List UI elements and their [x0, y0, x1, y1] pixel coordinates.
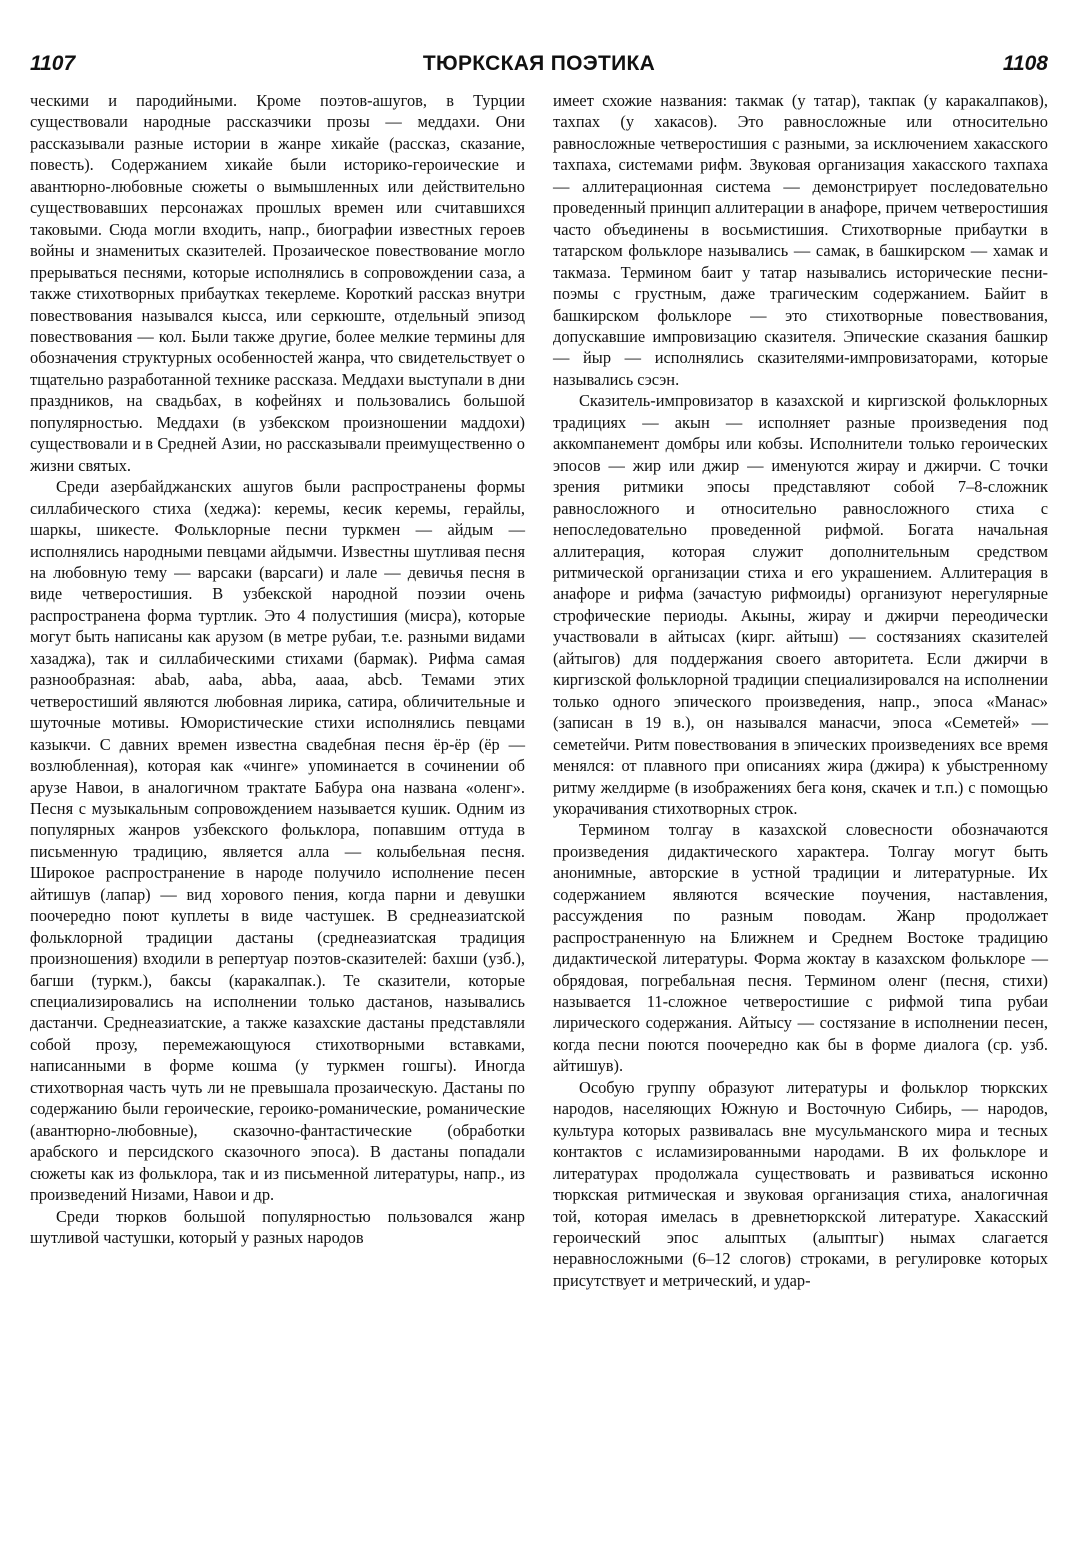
paragraph: Термином толгау в казахской словесности обозначаются произведения дидактического характера. Толгау могут быть анонимные, авторские в устной традиции и литературные. Их содержанием являются всяческие поучения, наставления, рассуждения по разным поводам. Жанр продолжает распространенную на Ближнем и Среднем Востоке традицию дидактической литературы. Форма жоктау в казахском фольклоре — обрядовая, погребальная песня. Термином оленг (песня, стихи) называется 11-сложное четверостишие с рифмой типа рубаи лирического содержания. Айтысу — состязание в исполнении песен, когда песни поются поочередно как бы в форме диалога (ср. узб. айтишув). — [553, 820, 1048, 1076]
page-number-right: 1108 — [1002, 52, 1048, 75]
left-column — [30, 90, 525, 1248]
paragraph: ческими и пародийными. Кроме поэтов-ашугов, в Турции существовали народные рассказчики прозы — меддахи. Они рассказывали разные истории в жанре хикайе (рассказ, сказание, повесть). Содержанием хикайе были историко-героические и авантюрно-любовные сюжеты о вымышленных или действительно существовавших персонажах прошлых времен или считавшихся таковыми. Сюда могли входить, напр., биографии известных героев войны и знаменитых сказителей. Прозаическое повествование могло прерываться песнями, которые исполнялись в сопровождении саза, а также стихотворных прибаутках текерлеме. Короткий рассказ внутри повествования назывался кысса, или серкюште, отдельный эпизод повествования — кол. Были также другие, более мелкие термины для обозначения структурных особенностей жанра, что свидетельствует о тщательно разработанной технике рассказа. Меддахи выступали в дни праздников, на свадьбах, в кофейнях и пользовались большой популярностью. Меддахи (в узбекском произношении маддохи) существовали и в Средней Азии, но рассказывали преимущественно о жизни святых. — [30, 91, 525, 475]
right-column — [553, 90, 1048, 1291]
paragraph: имеет схожие названия: такмак (у татар), такпак (у каракалпаков), тахпах (у хакасов). Это равносложные или относительно равносложные четверостишия с разными, за исключением хакасского тахпаха, системами рифм. Звуковая организация хакасского тахпаха — аллитерационная система — демонстрирует последовательно проведенный принцип аллитерации в анафоре, причем четверостишия часто объединены в восьмистишия. Стихотворные прибаутки в татарском фольклоре назывались — самак, в башкирском — хамак и такмаза. Термином баит у татар назывались исторические песни-поэмы с грустным, даже трагическим содержанием. Байит в башкирском фольклоре — это стихотворные повествования, допускавшие импровизацию сказителя. Эпические сказания башкир — йыр — исполнялись сказителями-импровизаторами, которые назывались сэсэн. — [553, 91, 1048, 389]
paragraph: Сказитель-импровизатор в казахской и киргизской фольклорных традициях — акын — исполняет разные произведения под аккомпанемент домбры или кобзы. Исполнители только героических эпосов — жир или джир — именуются жирау и джирчи. С точки зрения ритмики эпосы представляют собой 7–8-сложник равносложного и относительно равносложного стиха с непоследовательно проведенной рифмой. Богата начальная аллитерация, которая служит дополнительным средством ритмической организации стиха и его украшением. Аллитерация в анафоре и рифма (зачастую рифмоиды) организуют нерегулярные строфические периоды. Акыны, жирау и джирчи переодически участвовали в айтысах (кирг. айтыш) — состязаниях сказителей (айтыгов) для поддержания своего авторитета. Если джирчи в киргизской фольклорной традиции специализировался на исполнении только одного эпического произведения, напр., эпоса «Манас» (записан в 19 в.), он назывался манасчи, эпоса «Семетей» — семетейчи. Ритм повествования в эпических произведениях все время менялся: от плавного при описаниях жира (джира) к убыстренному ритму желдирме (в изображениях бега коня, скачек и т.п.) с помощью укорачивания стихотворных строк. — [553, 391, 1048, 818]
page-number-left: 1107 — [30, 52, 76, 75]
paragraph: Среди тюрков большой популярностью пользовался жанр шутливой частушки, который у разных народов — [30, 1206, 525, 1248]
paragraph: Среди азербайджанских ашугов были распространены формы силлабического стиха (хеджа): керемы, кесик керемы, герайлы, шаркы, шикесте. Фольклорные песни туркмен — айдым — исполнялись народными певцами айдымчи. Известны шутливая песня на любовную тему — варсаки (варсаги) и лале — девичья песня в виде четверостишия. В узбекской народной поэзии очень распространена форма туртлик. Это 4 полустишия (мисра), которые могут быть написаны как арузом (в метре рубаи, т.е. разными видами хазаджа), так и силлабическими стихами (бармак). Рифма самая разнообразная: abab, aaba, abba, aaaa, abcb. Темами этих четверостиший являются любовная лирика, сатира, обличительные и шуточные мотивы. Юмористические стихи исполнялись певцами казыкчи. С давних времен известна свадебная песня ёр-ёр (ёр — возлюбленная), которая как «чинге» упоминается в сочинении об арузе Навои, в аналогичном трактате Бабура она названа «оленг». Песня с музыкальным сопровождением называется кушик. Одним из популярных жанров узбекского фольклора, попавшим оттуда в письменную традицию, является алла — колыбельная песня. Широкое распространение в народе получило исполнение песен айтишув (лапар) — вид хорового пения, когда парни и девушки поочередно поют куплеты в виде частушек. В среднеазиатской фольклорной традиции дастаны (среднеазиатская традиция произношения) входили в репертуар поэтов-сказителей: бахши (узб.), багши (туркм.), баксы (каракалпак.). Те сказители, которые специализировались на исполнении только дастанов, назывались дастанчи. Среднеазиатские, а также казахские дастаны представляли собой прозу, перемежающуюся стихотворными вставками, написанными в форме кошма (у туркмен гошгы). Иногда стихотворная часть чуть ли не превышала прозаическую. Дастаны по содержанию были героические, героико-романические, романические (авантюрно-любовные), сказочно-фантастические (обработки арабского и персидского сказочного эпоса). В дастаны попадали сюжеты как из фольклора, так и из письменной литературы, напр., из произведений Низами, Навои и др. — [30, 477, 525, 1205]
page-header — [30, 52, 1048, 86]
paragraph: Особую группу образуют литературы и фольклор тюркских народов, населяющих Южную и Восточную Сибирь, — народов, культура которых развивалась вне мусульманского мира и тесных контактов с исламизированными народами. В их фольклоре и литературах продолжала существовать и развиваться исконно тюркская ритмическая и звуковая организация стиха, аналогичная той, которая имелась в древнетюркской литературе. Хакасский героический эпос алыптых (алыптыг) нымах слагается неравносложными (6–12 слогов) строками, в регулировке которых присутствует и метрический, и удар- — [553, 1077, 1048, 1290]
running-title: ТЮРКСКАЯ ПОЭТИКА — [422, 52, 656, 75]
